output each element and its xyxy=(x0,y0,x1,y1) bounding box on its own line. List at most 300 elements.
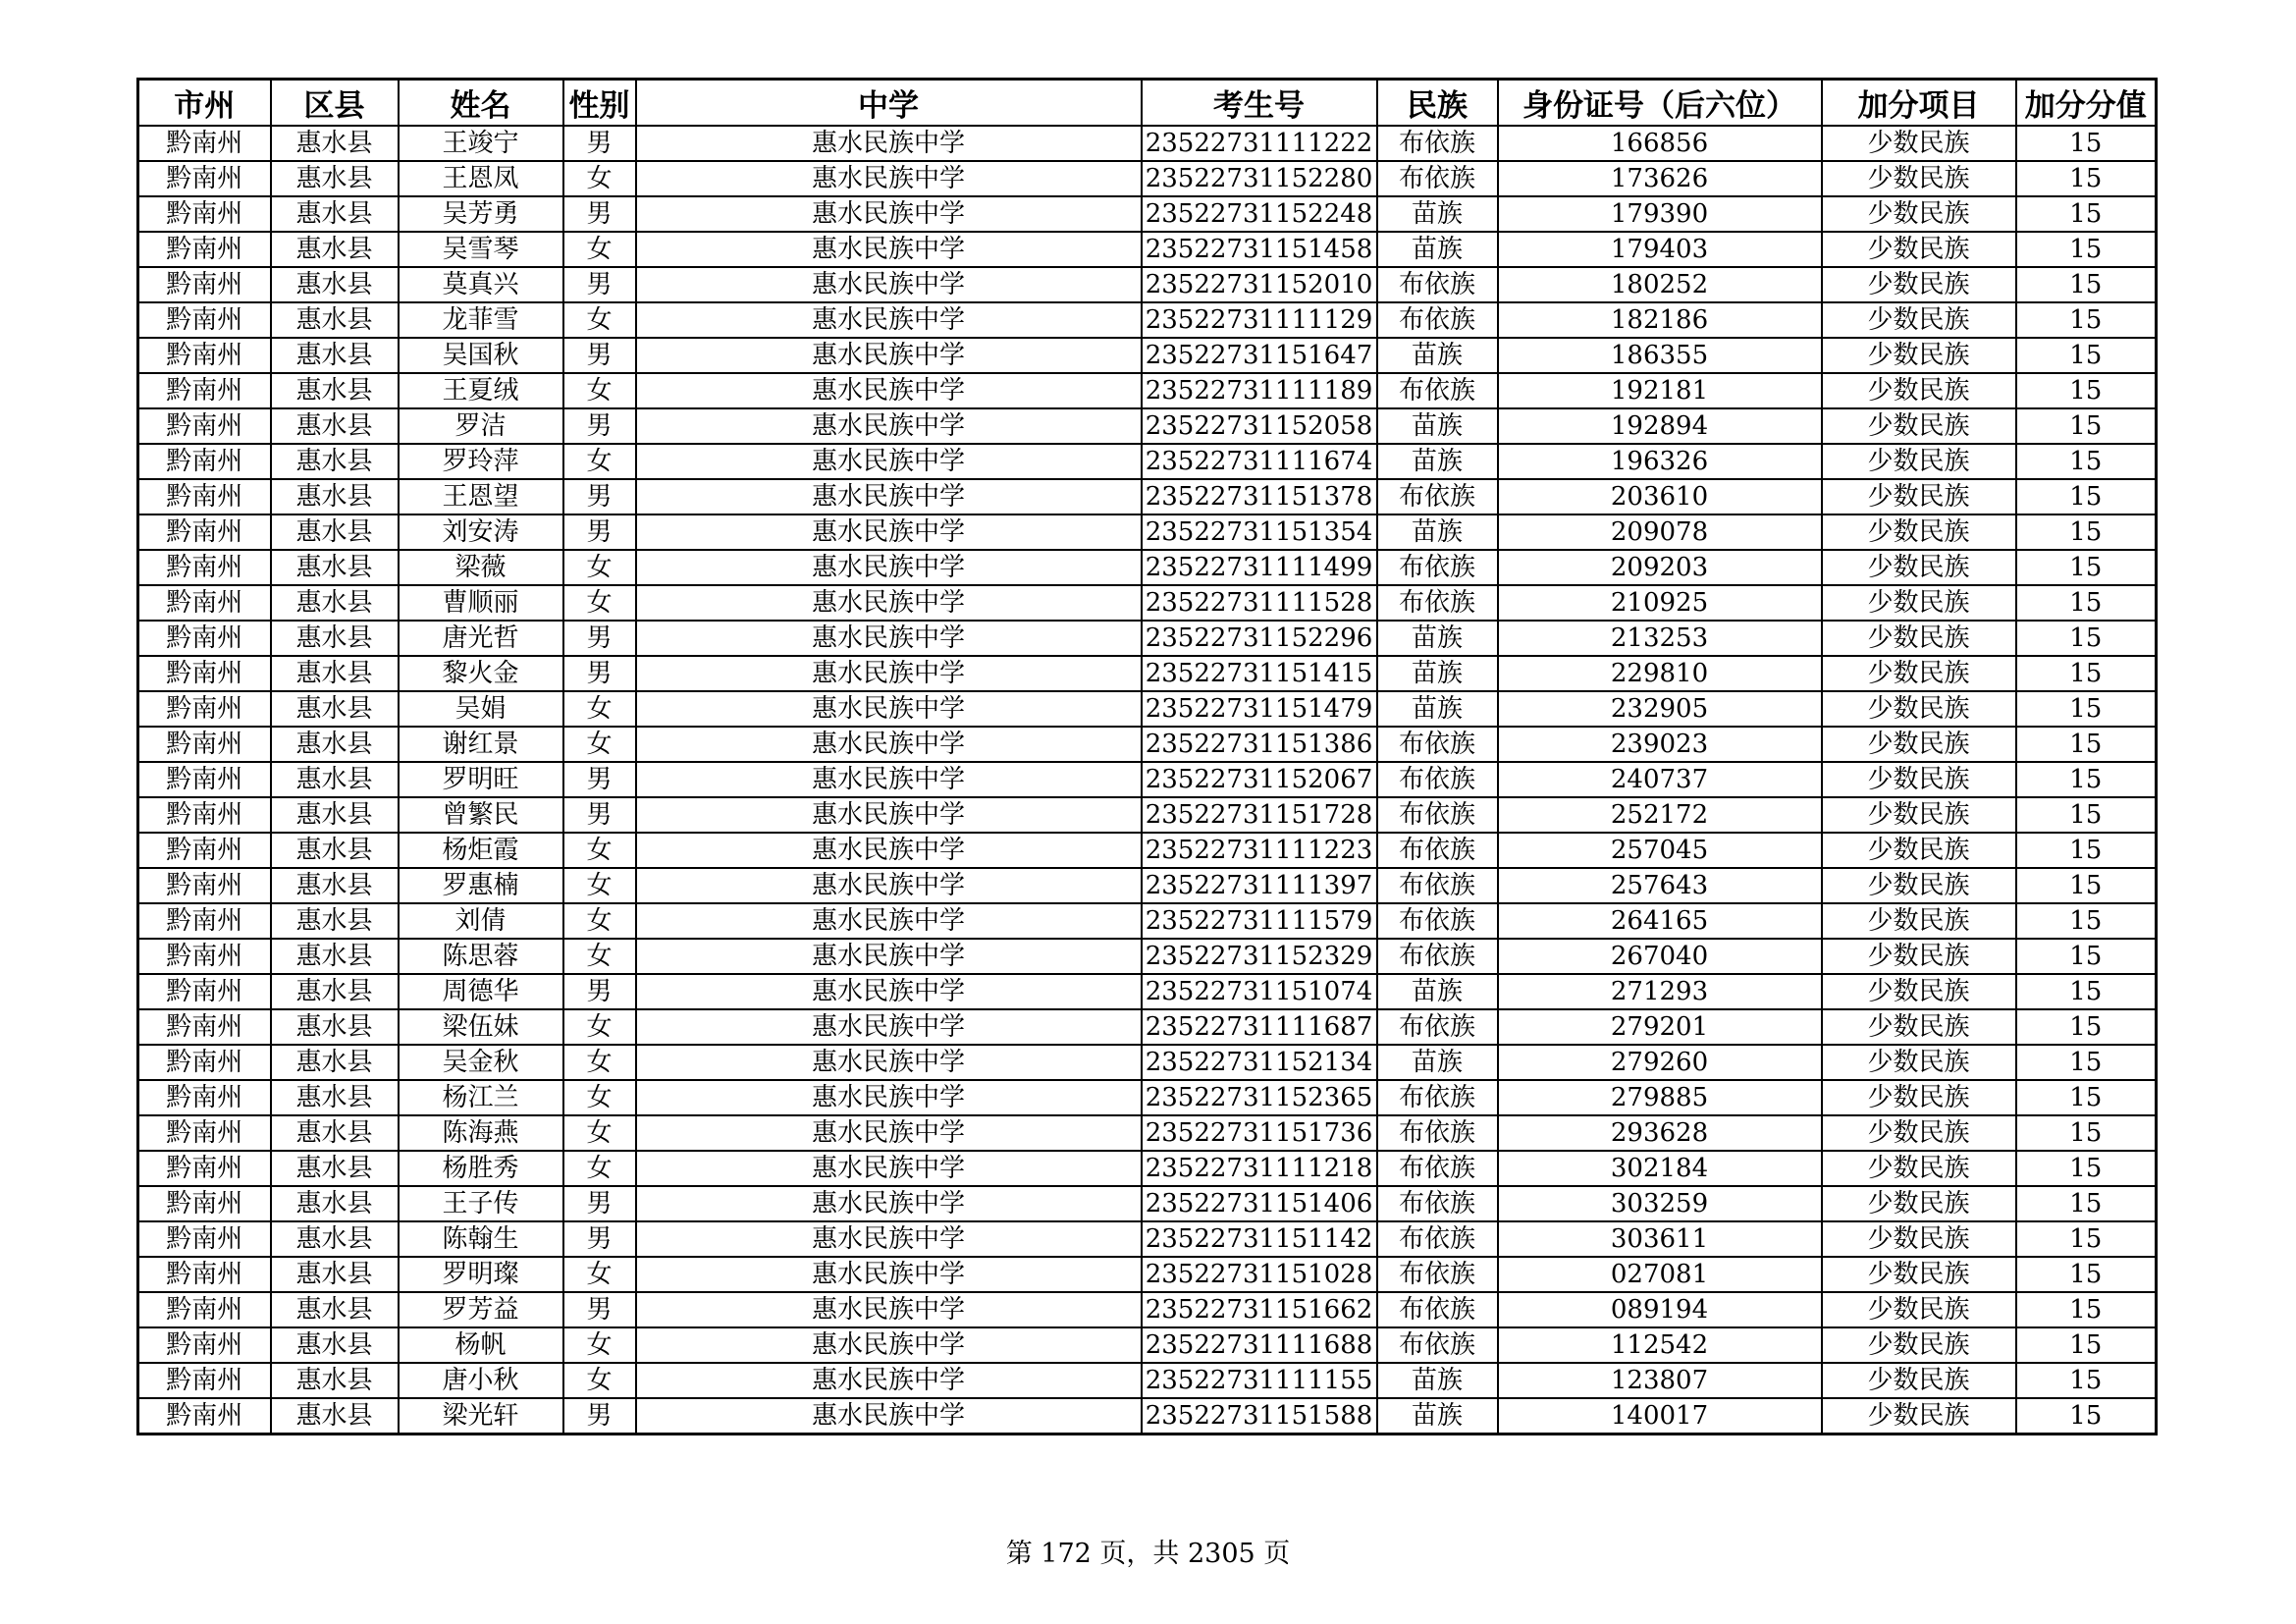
cell-county: 惠水县 xyxy=(271,1186,399,1221)
cell-id-last-six: 182186 xyxy=(1498,302,1822,338)
cell-id-last-six: 166856 xyxy=(1498,126,1822,161)
cell-school: 惠水民族中学 xyxy=(636,232,1142,267)
cell-county: 惠水县 xyxy=(271,833,399,868)
cell-exam-number: 23522731152067 xyxy=(1142,762,1377,797)
cell-ethnicity: 布依族 xyxy=(1377,797,1498,833)
cell-city: 黔南州 xyxy=(138,408,271,444)
cell-school: 惠水民族中学 xyxy=(636,1221,1142,1257)
cell-ethnicity: 布依族 xyxy=(1377,161,1498,196)
cell-exam-number: 23522731151458 xyxy=(1142,232,1377,267)
cell-ethnicity: 布依族 xyxy=(1377,1327,1498,1363)
cell-bonus-item: 少数民族 xyxy=(1822,408,2016,444)
cell-exam-number: 23522731151588 xyxy=(1142,1398,1377,1435)
cell-bonus-item: 少数民族 xyxy=(1822,974,2016,1009)
cell-id-last-six: 302184 xyxy=(1498,1151,1822,1186)
cell-name: 梁伍妹 xyxy=(399,1009,563,1045)
cell-school: 惠水民族中学 xyxy=(636,196,1142,232)
cell-bonus-item: 少数民族 xyxy=(1822,727,2016,762)
cell-exam-number: 23522731151074 xyxy=(1142,974,1377,1009)
cell-name: 陈海燕 xyxy=(399,1115,563,1151)
cell-ethnicity: 布依族 xyxy=(1377,1221,1498,1257)
table-row xyxy=(138,514,2157,550)
cell-county: 惠水县 xyxy=(271,444,399,479)
cell-gender: 女 xyxy=(563,868,636,903)
cell-ethnicity: 苗族 xyxy=(1377,514,1498,550)
cell-name: 王子传 xyxy=(399,1186,563,1221)
cell-city: 黔南州 xyxy=(138,903,271,939)
cell-bonus-item: 少数民族 xyxy=(1822,797,2016,833)
cell-school: 惠水民族中学 xyxy=(636,161,1142,196)
cell-county: 惠水县 xyxy=(271,126,399,161)
cell-gender: 男 xyxy=(563,1186,636,1221)
cell-city: 黔南州 xyxy=(138,833,271,868)
cell-city: 黔南州 xyxy=(138,161,271,196)
cell-school: 惠水民族中学 xyxy=(636,1327,1142,1363)
cell-exam-number: 23522731151354 xyxy=(1142,514,1377,550)
cell-id-last-six: 192181 xyxy=(1498,373,1822,408)
cell-school: 惠水民族中学 xyxy=(636,373,1142,408)
cell-school: 惠水民族中学 xyxy=(636,267,1142,302)
cell-name: 吴芳勇 xyxy=(399,196,563,232)
cell-ethnicity: 苗族 xyxy=(1377,1363,1498,1398)
cell-county: 惠水县 xyxy=(271,1009,399,1045)
cell-gender: 女 xyxy=(563,727,636,762)
cell-county: 惠水县 xyxy=(271,656,399,691)
cell-school: 惠水民族中学 xyxy=(636,762,1142,797)
cell-id-last-six: 213253 xyxy=(1498,621,1822,656)
cell-city: 黔南州 xyxy=(138,1115,271,1151)
cell-school: 惠水民族中学 xyxy=(636,550,1142,585)
cell-gender: 男 xyxy=(563,479,636,514)
cell-city: 黔南州 xyxy=(138,1151,271,1186)
cell-id-last-six: 180252 xyxy=(1498,267,1822,302)
cell-bonus-points: 15 xyxy=(2016,1327,2157,1363)
cell-exam-number: 23522731151378 xyxy=(1142,479,1377,514)
cell-id-last-six: 196326 xyxy=(1498,444,1822,479)
cell-id-last-six: 257643 xyxy=(1498,868,1822,903)
cell-bonus-points: 15 xyxy=(2016,974,2157,1009)
cell-gender: 男 xyxy=(563,797,636,833)
cell-bonus-item: 少数民族 xyxy=(1822,444,2016,479)
table-row xyxy=(138,1186,2157,1221)
cell-name: 唐光哲 xyxy=(399,621,563,656)
cell-bonus-points: 15 xyxy=(2016,797,2157,833)
score-bonus-table xyxy=(136,78,2158,1435)
cell-city: 黔南州 xyxy=(138,1045,271,1080)
cell-name: 王恩凤 xyxy=(399,161,563,196)
cell-bonus-item: 少数民族 xyxy=(1822,1292,2016,1327)
table-row xyxy=(138,903,2157,939)
cell-name: 曾繁民 xyxy=(399,797,563,833)
cell-ethnicity: 苗族 xyxy=(1377,338,1498,373)
cell-city: 黔南州 xyxy=(138,338,271,373)
cell-exam-number: 23522731152248 xyxy=(1142,196,1377,232)
cell-gender: 男 xyxy=(563,267,636,302)
cell-gender: 男 xyxy=(563,1398,636,1435)
cell-id-last-six: 179403 xyxy=(1498,232,1822,267)
header-id-last-six: 身份证号（后六位） xyxy=(1498,80,1822,127)
cell-bonus-item: 少数民族 xyxy=(1822,550,2016,585)
cell-county: 惠水县 xyxy=(271,727,399,762)
cell-bonus-item: 少数民族 xyxy=(1822,1115,2016,1151)
cell-gender: 女 xyxy=(563,1115,636,1151)
cell-school: 惠水民族中学 xyxy=(636,408,1142,444)
cell-city: 黔南州 xyxy=(138,126,271,161)
cell-id-last-six: 203610 xyxy=(1498,479,1822,514)
cell-gender: 男 xyxy=(563,621,636,656)
cell-bonus-points: 15 xyxy=(2016,868,2157,903)
cell-bonus-item: 少数民族 xyxy=(1822,479,2016,514)
cell-bonus-points: 15 xyxy=(2016,408,2157,444)
table-row xyxy=(138,939,2157,974)
cell-gender: 女 xyxy=(563,550,636,585)
cell-bonus-points: 15 xyxy=(2016,1186,2157,1221)
cell-name: 杨帆 xyxy=(399,1327,563,1363)
cell-city: 黔南州 xyxy=(138,727,271,762)
cell-id-last-six: 271293 xyxy=(1498,974,1822,1009)
cell-gender: 男 xyxy=(563,338,636,373)
cell-bonus-points: 15 xyxy=(2016,126,2157,161)
cell-city: 黔南州 xyxy=(138,1080,271,1115)
cell-ethnicity: 苗族 xyxy=(1377,974,1498,1009)
cell-name: 杨江兰 xyxy=(399,1080,563,1115)
table-row xyxy=(138,621,2157,656)
cell-ethnicity: 布依族 xyxy=(1377,1186,1498,1221)
cell-id-last-six: 279885 xyxy=(1498,1080,1822,1115)
cell-exam-number: 23522731151142 xyxy=(1142,1221,1377,1257)
cell-bonus-points: 15 xyxy=(2016,1221,2157,1257)
cell-gender: 男 xyxy=(563,408,636,444)
cell-name: 罗洁 xyxy=(399,408,563,444)
cell-ethnicity: 苗族 xyxy=(1377,1398,1498,1435)
table-row xyxy=(138,1327,2157,1363)
cell-ethnicity: 布依族 xyxy=(1377,1151,1498,1186)
cell-county: 惠水县 xyxy=(271,903,399,939)
cell-name: 罗玲萍 xyxy=(399,444,563,479)
cell-gender: 女 xyxy=(563,161,636,196)
cell-county: 惠水县 xyxy=(271,939,399,974)
cell-gender: 女 xyxy=(563,1257,636,1292)
cell-city: 黔南州 xyxy=(138,1009,271,1045)
cell-school: 惠水民族中学 xyxy=(636,1045,1142,1080)
cell-city: 黔南州 xyxy=(138,762,271,797)
cell-city: 黔南州 xyxy=(138,444,271,479)
cell-bonus-points: 15 xyxy=(2016,338,2157,373)
cell-id-last-six: 123807 xyxy=(1498,1363,1822,1398)
cell-exam-number: 23522731152365 xyxy=(1142,1080,1377,1115)
table-row xyxy=(138,1151,2157,1186)
cell-gender: 女 xyxy=(563,1151,636,1186)
cell-ethnicity: 布依族 xyxy=(1377,550,1498,585)
cell-bonus-points: 15 xyxy=(2016,1398,2157,1435)
cell-name: 谢红景 xyxy=(399,727,563,762)
cell-school: 惠水民族中学 xyxy=(636,727,1142,762)
cell-id-last-six: 209203 xyxy=(1498,550,1822,585)
cell-id-last-six: 229810 xyxy=(1498,656,1822,691)
cell-bonus-points: 15 xyxy=(2016,550,2157,585)
header-exam-number: 考生号 xyxy=(1142,80,1377,127)
cell-school: 惠水民族中学 xyxy=(636,479,1142,514)
table-row xyxy=(138,1009,2157,1045)
cell-name: 曹顺丽 xyxy=(399,585,563,621)
cell-exam-number: 23522731111155 xyxy=(1142,1363,1377,1398)
cell-name: 龙菲雪 xyxy=(399,302,563,338)
header-county: 区县 xyxy=(271,80,399,127)
cell-gender: 男 xyxy=(563,656,636,691)
cell-county: 惠水县 xyxy=(271,338,399,373)
cell-id-last-six: 240737 xyxy=(1498,762,1822,797)
cell-county: 惠水县 xyxy=(271,797,399,833)
table-row xyxy=(138,1221,2157,1257)
cell-exam-number: 23522731111687 xyxy=(1142,1009,1377,1045)
cell-school: 惠水民族中学 xyxy=(636,833,1142,868)
cell-bonus-points: 15 xyxy=(2016,1080,2157,1115)
table-row xyxy=(138,585,2157,621)
table-row xyxy=(138,1045,2157,1080)
cell-name: 王竣宁 xyxy=(399,126,563,161)
cell-exam-number: 23522731111129 xyxy=(1142,302,1377,338)
cell-bonus-points: 15 xyxy=(2016,267,2157,302)
cell-county: 惠水县 xyxy=(271,1257,399,1292)
cell-school: 惠水民族中学 xyxy=(636,621,1142,656)
cell-id-last-six: 239023 xyxy=(1498,727,1822,762)
table-row xyxy=(138,1257,2157,1292)
cell-id-last-six: 279201 xyxy=(1498,1009,1822,1045)
cell-id-last-six: 252172 xyxy=(1498,797,1822,833)
header-bonus-points: 加分分值 xyxy=(2016,80,2157,127)
cell-county: 惠水县 xyxy=(271,196,399,232)
cell-bonus-item: 少数民族 xyxy=(1822,1186,2016,1221)
cell-county: 惠水县 xyxy=(271,1292,399,1327)
cell-bonus-points: 15 xyxy=(2016,903,2157,939)
table-row xyxy=(138,1080,2157,1115)
cell-gender: 女 xyxy=(563,1009,636,1045)
cell-ethnicity: 布依族 xyxy=(1377,373,1498,408)
cell-county: 惠水县 xyxy=(271,1221,399,1257)
cell-name: 吴雪琴 xyxy=(399,232,563,267)
cell-school: 惠水民族中学 xyxy=(636,939,1142,974)
cell-name: 杨胜秀 xyxy=(399,1151,563,1186)
cell-city: 黔南州 xyxy=(138,550,271,585)
cell-name: 莫真兴 xyxy=(399,267,563,302)
table-row xyxy=(138,656,2157,691)
cell-county: 惠水县 xyxy=(271,762,399,797)
header-city: 市州 xyxy=(138,80,271,127)
cell-bonus-points: 15 xyxy=(2016,621,2157,656)
cell-name: 周德华 xyxy=(399,974,563,1009)
cell-id-last-six: 112542 xyxy=(1498,1327,1822,1363)
cell-city: 黔南州 xyxy=(138,1398,271,1435)
cell-ethnicity: 布依族 xyxy=(1377,1115,1498,1151)
cell-ethnicity: 布依族 xyxy=(1377,1292,1498,1327)
cell-ethnicity: 苗族 xyxy=(1377,444,1498,479)
cell-exam-number: 23522731151028 xyxy=(1142,1257,1377,1292)
cell-school: 惠水民族中学 xyxy=(636,302,1142,338)
cell-bonus-item: 少数民族 xyxy=(1822,232,2016,267)
cell-gender: 女 xyxy=(563,1363,636,1398)
header-school: 中学 xyxy=(636,80,1142,127)
cell-county: 惠水县 xyxy=(271,373,399,408)
cell-city: 黔南州 xyxy=(138,479,271,514)
cell-exam-number: 23522731152296 xyxy=(1142,621,1377,656)
table-row xyxy=(138,373,2157,408)
header-name: 姓名 xyxy=(399,80,563,127)
cell-exam-number: 23522731152010 xyxy=(1142,267,1377,302)
cell-exam-number: 23522731111397 xyxy=(1142,868,1377,903)
cell-exam-number: 23522731111674 xyxy=(1142,444,1377,479)
cell-bonus-item: 少数民族 xyxy=(1822,161,2016,196)
cell-id-last-six: 209078 xyxy=(1498,514,1822,550)
cell-exam-number: 23522731152058 xyxy=(1142,408,1377,444)
cell-county: 惠水县 xyxy=(271,1363,399,1398)
cell-school: 惠水民族中学 xyxy=(636,1292,1142,1327)
cell-school: 惠水民族中学 xyxy=(636,1363,1142,1398)
cell-name: 黎火金 xyxy=(399,656,563,691)
cell-bonus-points: 15 xyxy=(2016,514,2157,550)
cell-bonus-item: 少数民族 xyxy=(1822,691,2016,727)
cell-exam-number: 23522731111189 xyxy=(1142,373,1377,408)
cell-name: 吴国秋 xyxy=(399,338,563,373)
cell-bonus-item: 少数民族 xyxy=(1822,1009,2016,1045)
cell-county: 惠水县 xyxy=(271,479,399,514)
cell-school: 惠水民族中学 xyxy=(636,444,1142,479)
cell-county: 惠水县 xyxy=(271,1327,399,1363)
cell-bonus-points: 15 xyxy=(2016,1115,2157,1151)
cell-bonus-item: 少数民族 xyxy=(1822,514,2016,550)
table-row xyxy=(138,868,2157,903)
cell-bonus-points: 15 xyxy=(2016,373,2157,408)
cell-county: 惠水县 xyxy=(271,868,399,903)
cell-school: 惠水民族中学 xyxy=(636,974,1142,1009)
cell-school: 惠水民族中学 xyxy=(636,1009,1142,1045)
cell-name: 吴娟 xyxy=(399,691,563,727)
cell-county: 惠水县 xyxy=(271,302,399,338)
cell-bonus-points: 15 xyxy=(2016,1009,2157,1045)
cell-ethnicity: 布依族 xyxy=(1377,868,1498,903)
cell-name: 王夏绒 xyxy=(399,373,563,408)
cell-bonus-item: 少数民族 xyxy=(1822,338,2016,373)
cell-city: 黔南州 xyxy=(138,514,271,550)
table-row xyxy=(138,1398,2157,1435)
table-row xyxy=(138,126,2157,161)
cell-exam-number: 23522731111222 xyxy=(1142,126,1377,161)
cell-exam-number: 23522731152329 xyxy=(1142,939,1377,974)
cell-name: 唐小秋 xyxy=(399,1363,563,1398)
cell-gender: 男 xyxy=(563,126,636,161)
cell-exam-number: 23522731151479 xyxy=(1142,691,1377,727)
table-row xyxy=(138,974,2157,1009)
cell-ethnicity: 苗族 xyxy=(1377,691,1498,727)
table-row xyxy=(138,267,2157,302)
table-row xyxy=(138,479,2157,514)
cell-county: 惠水县 xyxy=(271,691,399,727)
cell-ethnicity: 苗族 xyxy=(1377,1045,1498,1080)
cell-school: 惠水民族中学 xyxy=(636,868,1142,903)
cell-bonus-item: 少数民族 xyxy=(1822,1045,2016,1080)
cell-bonus-points: 15 xyxy=(2016,585,2157,621)
cell-city: 黔南州 xyxy=(138,585,271,621)
cell-county: 惠水县 xyxy=(271,1080,399,1115)
cell-bonus-points: 15 xyxy=(2016,1257,2157,1292)
cell-bonus-points: 15 xyxy=(2016,1292,2157,1327)
cell-school: 惠水民族中学 xyxy=(636,338,1142,373)
cell-ethnicity: 布依族 xyxy=(1377,833,1498,868)
cell-school: 惠水民族中学 xyxy=(636,1151,1142,1186)
cell-ethnicity: 布依族 xyxy=(1377,1080,1498,1115)
cell-exam-number: 23522731111579 xyxy=(1142,903,1377,939)
cell-exam-number: 23522731151728 xyxy=(1142,797,1377,833)
table-row xyxy=(138,762,2157,797)
cell-bonus-points: 15 xyxy=(2016,1363,2157,1398)
cell-gender: 男 xyxy=(563,762,636,797)
cell-county: 惠水县 xyxy=(271,974,399,1009)
cell-bonus-item: 少数民族 xyxy=(1822,126,2016,161)
cell-school: 惠水民族中学 xyxy=(636,1257,1142,1292)
cell-county: 惠水县 xyxy=(271,514,399,550)
cell-bonus-points: 15 xyxy=(2016,939,2157,974)
cell-bonus-item: 少数民族 xyxy=(1822,267,2016,302)
cell-name: 刘安涛 xyxy=(399,514,563,550)
cell-id-last-six: 264165 xyxy=(1498,903,1822,939)
cell-gender: 女 xyxy=(563,691,636,727)
cell-city: 黔南州 xyxy=(138,1292,271,1327)
cell-name: 陈翰生 xyxy=(399,1221,563,1257)
cell-id-last-six: 210925 xyxy=(1498,585,1822,621)
cell-city: 黔南州 xyxy=(138,868,271,903)
cell-name: 杨炬霞 xyxy=(399,833,563,868)
cell-ethnicity: 布依族 xyxy=(1377,762,1498,797)
table-row xyxy=(138,232,2157,267)
cell-bonus-points: 15 xyxy=(2016,232,2157,267)
cell-exam-number: 23522731111688 xyxy=(1142,1327,1377,1363)
cell-id-last-six: 173626 xyxy=(1498,161,1822,196)
cell-id-last-six: 027081 xyxy=(1498,1257,1822,1292)
table-row xyxy=(138,1292,2157,1327)
cell-bonus-points: 15 xyxy=(2016,656,2157,691)
cell-bonus-item: 少数民族 xyxy=(1822,939,2016,974)
table-row xyxy=(138,196,2157,232)
cell-bonus-item: 少数民族 xyxy=(1822,1151,2016,1186)
cell-city: 黔南州 xyxy=(138,1363,271,1398)
cell-bonus-points: 15 xyxy=(2016,444,2157,479)
cell-city: 黔南州 xyxy=(138,656,271,691)
cell-county: 惠水县 xyxy=(271,1115,399,1151)
cell-bonus-item: 少数民族 xyxy=(1822,196,2016,232)
cell-gender: 男 xyxy=(563,196,636,232)
cell-county: 惠水县 xyxy=(271,550,399,585)
cell-bonus-item: 少数民族 xyxy=(1822,1080,2016,1115)
cell-gender: 女 xyxy=(563,232,636,267)
cell-gender: 女 xyxy=(563,1045,636,1080)
cell-exam-number: 23522731151406 xyxy=(1142,1186,1377,1221)
cell-gender: 女 xyxy=(563,1327,636,1363)
cell-ethnicity: 布依族 xyxy=(1377,126,1498,161)
cell-bonus-points: 15 xyxy=(2016,727,2157,762)
table-row xyxy=(138,161,2157,196)
cell-exam-number: 23522731152134 xyxy=(1142,1045,1377,1080)
cell-school: 惠水民族中学 xyxy=(636,1398,1142,1435)
cell-bonus-item: 少数民族 xyxy=(1822,833,2016,868)
table-row xyxy=(138,833,2157,868)
cell-gender: 女 xyxy=(563,833,636,868)
cell-id-last-six: 267040 xyxy=(1498,939,1822,974)
table-header-row xyxy=(138,80,2157,127)
cell-bonus-points: 15 xyxy=(2016,762,2157,797)
cell-school: 惠水民族中学 xyxy=(636,1080,1142,1115)
cell-bonus-points: 15 xyxy=(2016,1045,2157,1080)
cell-city: 黔南州 xyxy=(138,797,271,833)
cell-bonus-points: 15 xyxy=(2016,691,2157,727)
